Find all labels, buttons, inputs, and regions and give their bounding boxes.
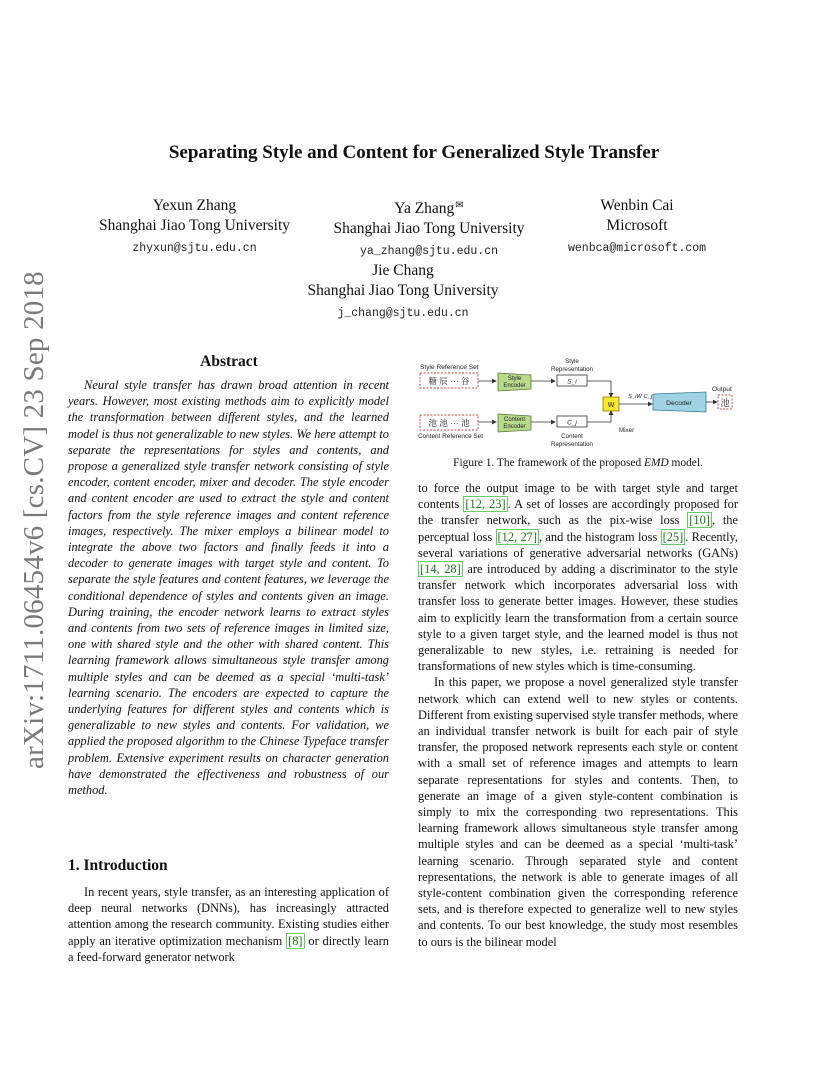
style-representation-symbol: S_i bbox=[567, 378, 577, 386]
intro-right-column bbox=[418, 480, 738, 950]
style-reference-set-label: Style Reference Set bbox=[420, 364, 479, 371]
output-char: 池 bbox=[720, 398, 730, 408]
author-block-4 bbox=[290, 261, 516, 324]
style-reference-chars: 糖 辰 ··· 谷 bbox=[428, 376, 470, 386]
svg-text:Content: Content bbox=[503, 417, 526, 423]
mixed-feature-symbol: S_iW C_j bbox=[628, 394, 653, 400]
emd-framework-diagram bbox=[416, 354, 742, 450]
decoder-label: Decoder bbox=[666, 400, 692, 407]
author-name: Jie Chang bbox=[372, 262, 434, 279]
section-heading-introduction: 1. Introduction bbox=[68, 857, 168, 874]
abstract-heading: Abstract bbox=[200, 353, 258, 370]
author-email: ya_zhang@sjtu.edu.cn bbox=[359, 245, 499, 258]
author-block-3 bbox=[562, 196, 712, 259]
citation-link[interactable]: [25] bbox=[662, 529, 684, 544]
envelope-icon: ✉ bbox=[455, 200, 464, 211]
paper-title: Separating Style and Content for Generalized Style Transfer bbox=[168, 142, 660, 163]
author-email: j_chang@sjtu.edu.cn bbox=[337, 307, 469, 320]
author-affiliation: Shanghai Jiao Tong University bbox=[307, 282, 499, 299]
author-email: wenbca@microsoft.com bbox=[567, 242, 707, 255]
author-name: Ya Zhang bbox=[394, 200, 455, 217]
intro-paragraph-right-1: to force the output image to be with target style and target contents [12, 23] . A set of losses are accordingly proposed for the transfer network, such as the pix-wise loss [10] , the perceptual loss [12, 27] , and the histogram loss [25] . Recently, several variations of generative adversarial networks (GANs) [14, 28] are introduced by adding a discriminator to the style transfer network which incorporates adversarial loss with transfer loss to generate better images. However, these studies aim to explicitly learn the transformation from a certain source style to a given target style, and the learned model is thus not generalizable to new styles, i.e. retraining is needed for transformations of new styles which is time-consuming. bbox=[418, 481, 739, 674]
author-affiliation: Microsoft bbox=[606, 217, 668, 234]
author-block-1 bbox=[92, 196, 297, 259]
author-email: zhyxun@sjtu.edu.cn bbox=[132, 242, 257, 255]
citation-link[interactable]: [8] bbox=[288, 933, 303, 948]
mixer-symbol: W bbox=[607, 402, 615, 409]
content-representation-symbol: C_j bbox=[567, 419, 577, 427]
author-affiliation: Shanghai Jiao Tong University bbox=[98, 217, 291, 234]
author-name: Yexun Zhang bbox=[152, 197, 237, 214]
svg-text:Content: Content bbox=[561, 433, 583, 440]
svg-text:Representation: Representation bbox=[551, 441, 593, 448]
svg-text:Encoder: Encoder bbox=[503, 383, 526, 389]
mixer-label: Mixer bbox=[619, 427, 635, 434]
citation-link[interactable]: [12, 23] bbox=[465, 497, 506, 512]
svg-text:Style: Style bbox=[507, 376, 522, 382]
figure-caption: Figure 1. The framework of the proposed EMD model. bbox=[453, 457, 703, 469]
output-label: Output bbox=[712, 386, 732, 393]
svg-text:Style: Style bbox=[565, 358, 579, 365]
svg-text:Encoder: Encoder bbox=[503, 424, 526, 430]
author-affiliation: Shanghai Jiao Tong University bbox=[333, 220, 525, 237]
citation-link[interactable]: [10] bbox=[689, 513, 710, 528]
arxiv-sidebar-id: arXiv:1711.06454v6 [cs.CV] 23 Sep 2018 bbox=[18, 271, 50, 769]
citation-link[interactable]: [12, 27] bbox=[497, 529, 537, 544]
abstract-text: Neural style transfer has drawn broad attention in recent years. However, most existing methods aim to explicitly model the transformation between different styles, and the learned model is thus not generalizable to new styles. We here attempt to separate the representations for styles and contents, and propose a generalized style transfer network consisting of style encoder, content encoder, mixer and decoder. The style encoder and content encoder are used to extract the style and content factors from the style reference images and content reference images, respectively. The mixer employs a bilinear model to integrate the above two factors and finally feeds it into a decoder to generate images with target style and content. To separate the style features and content features, we leverage the conditional dependence of styles and contents given an image. During training, the encoder network learns to extract styles and contents from two sets of reference images in limited size, one with shared style and the other with shared content. This learning framework allows simultaneous style transfer among multiple styles and can be deemed as a special ‘multi-task’ learning scenario. The encoders are expected to capture the underlying features for different styles and contents which is generalizable to new styles and contents. For validation, we applied the proposed algorithm to the Chinese Typeface transfer problem. Extensive experiment results on character generation have demonstrated the effectiveness and robustness of our method. bbox=[68, 378, 389, 798]
svg-text:Representation: Representation bbox=[551, 366, 593, 373]
author-block-2 bbox=[324, 196, 534, 262]
citation-link[interactable]: [14, 28] bbox=[420, 562, 461, 577]
content-reference-chars: 池 池 ··· 池 bbox=[428, 418, 470, 428]
content-reference-set-label: Content Reference Set bbox=[418, 433, 484, 440]
intro-paragraph-left: In recent years, style transfer, as an interesting application of deep neural networks (DNNs), has increasingly attracted attention among the research community. Existing studies either apply an iterative optimization mechanism [8] or directly learn a feed-forward generator network bbox=[68, 885, 389, 964]
author-name: Wenbin Cai bbox=[600, 197, 674, 214]
intro-paragraph-right-2: In this paper, we propose a novel generalized style transfer network which can extend well to new styles or contents. Different from existing supervised style transfer methods, where an individual transfer network is built for each pair of style transfer, the proposed network represents each style or content with a small set of reference images and attempts to learn separate representations for styles and contents. Then, to generate an image of a given style-content combination is simply to mix the corresponding two representations. This learning framework allows simultaneous style transfer among multiple styles and can be deemed as a special ‘multi-task’ learning scenario. Through separated style and content representations, the network is able to generate images of all style-content combination given the corresponding reference sets, and is therefore expected to generalize well to new styles and contents. To our best knowledge, the study most resembles to ours is the bilinear model bbox=[418, 675, 738, 949]
